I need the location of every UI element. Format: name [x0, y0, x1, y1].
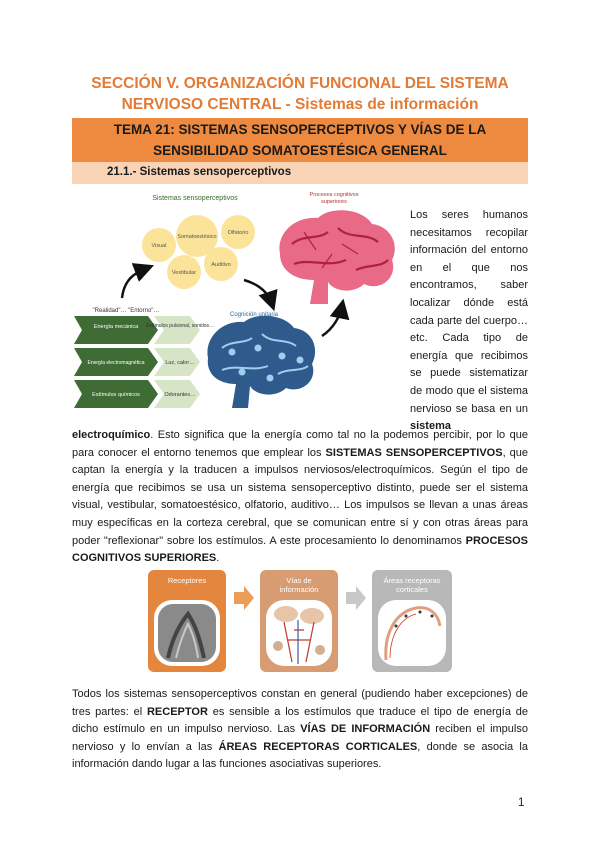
- section-title-line1: SECCIÓN V. ORGANIZACIÓN FUNCIONAL DEL SISTEMA: [91, 75, 509, 92]
- fig2-arrow-1: [234, 586, 254, 610]
- fig2-receptores-card: [148, 570, 226, 672]
- p1-text-c: .: [216, 552, 220, 565]
- svg-text:Energía electromagnética: Energía electromagnética: [87, 360, 145, 366]
- fig1-energy-quimicos: [74, 380, 200, 408]
- svg-text:Luz, calor…: Luz, calor…: [165, 360, 195, 366]
- p2-bold-vias: VÍAS DE INFORMACIÓN: [300, 723, 431, 736]
- figure-three-parts: [148, 570, 452, 672]
- fig2-vias-label-2: información: [279, 585, 319, 594]
- tema-title: [72, 119, 528, 161]
- fig2-areas-card: [372, 570, 452, 672]
- tema-title-line1: TEMA 21: SISTEMAS SENSOPERCEPTIVOS Y VÍAS DE LA: [113, 122, 487, 137]
- fig1-circle-visual: [142, 228, 176, 262]
- intro-text: Los seres humanos necesitamos recopilar información del entorno en el que nos encontramos, saber localizar dónde está cada parte del cuerpo… etc. Cada tipo de energía que recibimos se puede sistematizar de modo que el sistema nervioso se basa en un: [410, 209, 528, 415]
- svg-text:Estímulos pulsional, sonidos…: Estímulos pulsional, sonidos…: [145, 323, 215, 329]
- fig1-circle-olfatorio: [221, 215, 255, 249]
- paragraph-1: [72, 427, 528, 568]
- p1-bold-procesos: PROCESOS COGNITIVOS SUPERIORES: [72, 534, 528, 565]
- svg-text:Somatoestésico: Somatoestésico: [177, 234, 217, 240]
- page-number: 1: [518, 797, 525, 809]
- p2-bold-areas: ÁREAS RECEPTORAS CORTICALES: [218, 740, 418, 753]
- fig1-arrow-right: [244, 280, 272, 304]
- fig1-realidad-label: "Realidad"… "Entorno"…: [92, 308, 160, 314]
- fig1-pink-brain-icon: [279, 210, 394, 304]
- tema-title-line2: SENSIBILIDAD SOMATOESTÉSICA GENERAL: [153, 143, 447, 158]
- p2-text-c: reciben el impulso nervioso y lo envían a las: [72, 723, 528, 753]
- svg-text:Odorantes…: Odorantes…: [164, 392, 196, 398]
- fig1-systems-title: Sistemas sensoperceptivos: [152, 195, 238, 202]
- p2-text-d: , donde se asocia la información dando lugar a las funciones asociativas superiores.: [72, 740, 528, 771]
- fig2-vias-label-1: Vías de: [286, 576, 312, 585]
- p2-bold-receptor: RECEPTOR: [146, 705, 208, 718]
- p1-bold-sistemas: SISTEMAS SENSOPERCEPTIVOS: [325, 446, 503, 459]
- fig1-circle-auditivo: [204, 247, 238, 281]
- fig1-arrow-up: [122, 268, 147, 298]
- subsection-title: 21.1.- Sistemas sensoperceptivos: [107, 166, 292, 178]
- fig1-procesos-label-2: superiores: [321, 199, 347, 205]
- fig1-arrow-top: [322, 306, 342, 336]
- intro-bold-sistema: sistema: [410, 420, 451, 433]
- p2-text-a: Todos los sistemas sensoperceptivos constan en general (pudiendo haber excepciones) de tres partes: el: [72, 688, 528, 718]
- figure-sensoperceptive-systems: [72, 188, 406, 418]
- section-title: [40, 73, 560, 115]
- p1-bold-electroquimico: electroquímico: [72, 429, 151, 441]
- fig1-energy-mecanica: [74, 316, 214, 344]
- fig1-energy-electromagnetica: [74, 348, 200, 376]
- fig2-receptores-label: Receptores: [167, 576, 207, 585]
- fig1-procesos-label-1: Procesos cognitivos: [309, 192, 359, 198]
- fig2-areas-label-1: Áreas receptoras: [383, 576, 441, 585]
- fig1-blue-brain-icon: [207, 316, 315, 408]
- svg-text:Visual: Visual: [151, 243, 167, 249]
- paragraph-2: [72, 686, 528, 774]
- intro-right-column: [410, 207, 528, 436]
- fig2-vias-card: [260, 570, 338, 672]
- svg-text:Estímulos químicos: Estímulos químicos: [92, 392, 140, 398]
- fig1-cognicion-label: Cognición unitaria: [229, 312, 279, 318]
- fig2-areas-label-2: corticales: [396, 585, 428, 594]
- section-title-line2: NERVIOSO CENTRAL - Sistemas de información: [121, 96, 479, 113]
- svg-text:Vestibular: Vestibular: [171, 270, 197, 276]
- p2-text-b: es sensible a los estímulos que traduce el tipo de energía de dicho estímulo en un impulso nervioso. Las: [72, 705, 528, 736]
- p1-text-a: . Esto significa que la energía como tal no la podemos percibir, por lo que para conocer el entorno tenemos que emplear los: [72, 429, 528, 459]
- svg-text:Auditivo: Auditivo: [211, 262, 231, 268]
- p1-text-b: , que captan la energía y la traducen a impulsos nerviosos/electroquímicos. Según el tipo de energía que recibimos se usa un sistema sensoperceptivo distinto, puede ser el sistema visual, vestibular, somatoestésico, olfatorio, auditivo… Los impulsos se llevan a unas áreas muy específicas en la corteza cerebral, que se comunican entre sí y con otras áreas para poder "reflexionar" sobre los estímulos. A este procesamiento lo denominamos: [72, 446, 528, 547]
- fig1-circle-vestibular: [167, 255, 201, 289]
- fig2-arrow-2: [346, 586, 366, 610]
- svg-text:Energía mecánica: Energía mecánica: [93, 324, 139, 330]
- svg-text:Olfatorio: Olfatorio: [227, 230, 249, 236]
